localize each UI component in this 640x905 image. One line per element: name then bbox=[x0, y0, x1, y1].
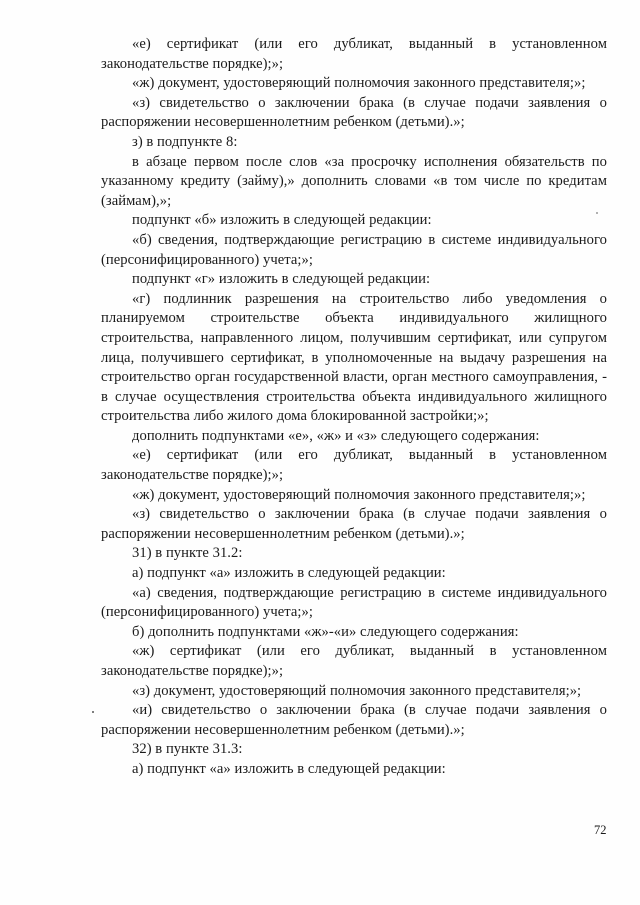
paragraph: «з) документ, удостоверяющий полномочия законного представителя;»; bbox=[132, 682, 582, 699]
paragraph: дополнить подпунктами «е», «ж» и «з» следующего содержания: bbox=[132, 427, 540, 444]
paragraph: «з) свидетельство о заключении брака (в случае подачи заявления о распоряжении несовершеннолетним ребенком (детьми).»; bbox=[101, 94, 607, 131]
paragraph: «ж) документ, удостоверяющий полномочия законного представителя;»; bbox=[132, 75, 586, 92]
paragraph: подпункт «г» изложить в следующей редакции: bbox=[132, 271, 431, 288]
paragraph: 31) в пункте 31.2: bbox=[132, 545, 243, 562]
paragraph: «б) сведения, подтверждающие регистрацию в системе индивидуального (персонифицированного) учета;»; bbox=[101, 231, 607, 268]
paragraph: «г) подлинник разрешения на строительство либо уведомления о планируемом строительстве объекта индивидуального жилищного строительства, направленного лицом, получившим сертификат, или супругом лица, получившего сертификат, в уполномоченные на выдачу разрешения на строительство орган государственной власти, орган местного самоуправления, - в случае осуществления строительства объекта индивидуального жилищного строительства либо жилого дома блокированной застройки;»; bbox=[101, 290, 607, 425]
paragraph: в абзаце первом после слов «за просрочку исполнения обязательств по указанному кредиту (займу),» дополнить словами «в том числе по кредитам (займам),»; bbox=[101, 153, 607, 209]
paragraph: а) подпункт «а» изложить в следующей редакции: bbox=[132, 760, 446, 777]
paragraph: «е) сертификат (или его дубликат, выданный в установленном законодательстве порядке);»; bbox=[101, 447, 607, 484]
paragraph: подпункт «б» изложить в следующей редакции: bbox=[132, 212, 432, 229]
paragraph: 32) в пункте 31.3: bbox=[132, 741, 243, 758]
paragraph: «и) свидетельство о заключении брака (в случае подачи заявления о распоряжении несовершеннолетним ребенком (детьми).»; bbox=[101, 702, 607, 738]
paragraph: з) в подпункте 8: bbox=[132, 133, 238, 150]
page-number: 72 bbox=[594, 823, 607, 837]
paragraph: б) дополнить подпунктами «ж»-«и» следующего содержания: bbox=[132, 623, 519, 640]
scan-speck bbox=[92, 711, 94, 713]
paragraph: «е) сертификат (или его дубликат, выданный в установленном законодательстве порядке);»; bbox=[101, 36, 607, 72]
document-body bbox=[101, 35, 607, 780]
paragraph: «ж) сертификат (или его дубликат, выданный в установленном законодательстве порядке);»; bbox=[101, 643, 607, 679]
paragraph: «ж) документ, удостоверяющий полномочия законного представителя;»; bbox=[132, 486, 586, 503]
paragraph: «з) свидетельство о заключении брака (в случае подачи заявления о распоряжении несовершеннолетним ребенком (детьми).»; bbox=[101, 506, 607, 542]
paragraph: а) подпункт «а» изложить в следующей редакции: bbox=[132, 565, 446, 582]
scan-speck bbox=[596, 212, 598, 214]
paragraph: «а) сведения, подтверждающие регистрацию в системе индивидуального (персонифицированного) учета;»; bbox=[101, 584, 607, 621]
